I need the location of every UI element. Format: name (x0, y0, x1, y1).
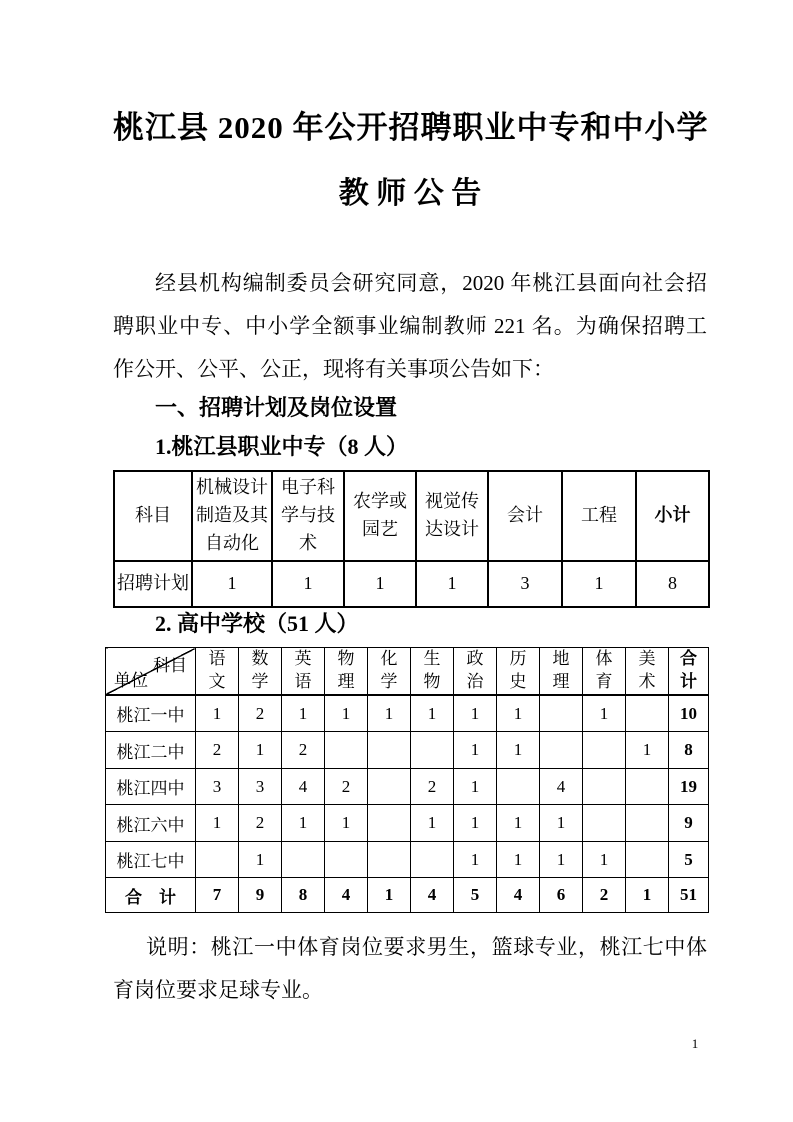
diagonal-header-cell (106, 648, 196, 695)
plan-count-cell: 7 (196, 878, 239, 913)
table-total-row (106, 878, 709, 913)
plan-count-cell (540, 732, 583, 769)
plan-count-cell: 8 (282, 878, 325, 913)
plan-count-cell: 1 (282, 805, 325, 842)
plan-count-cell (368, 841, 411, 878)
column-header (626, 648, 669, 695)
plan-count-cell: 5 (669, 841, 709, 878)
column-header-label: 数学 (251, 649, 269, 691)
table2-body (106, 695, 709, 913)
corner-label-unit: 单位 (114, 670, 148, 690)
plan-count-cell: 1 (626, 732, 669, 769)
plan-count-cell: 1 (192, 561, 272, 607)
plan-count-cell (626, 841, 669, 878)
plan-count-cell: 3 (196, 768, 239, 805)
column-header (368, 648, 411, 695)
intro-line: 作公开、公平、公正，现将有关事项公告如下： (113, 357, 554, 381)
plan-count-cell: 1 (411, 695, 454, 732)
plan-count-cell: 2 (583, 878, 626, 913)
plan-count-cell: 4 (411, 878, 454, 913)
column-header (497, 648, 540, 695)
plan-count-cell (411, 841, 454, 878)
plan-count-cell: 9 (669, 805, 709, 842)
document-title-line2: 教 师 公 告 (338, 177, 482, 210)
note-line: 说明：桃江一中体育岗位要求男生，篮球专业，桃江七中体 (146, 935, 707, 959)
plan-count-cell: 1 (368, 878, 411, 913)
plan-count-cell: 3 (488, 561, 562, 607)
plan-count-cell (282, 841, 325, 878)
plan-count-cell: 2 (196, 732, 239, 769)
page-number: 1 (691, 1036, 699, 1051)
table-row (106, 732, 709, 769)
plan-count-cell: 10 (669, 695, 709, 732)
vocational-school-table (113, 470, 710, 608)
column-header: 农学或园艺 (344, 471, 416, 561)
plan-count-cell: 2 (282, 732, 325, 769)
plan-count-cell: 8 (636, 561, 709, 607)
column-header: 工程 (562, 471, 636, 561)
plan-count-cell: 1 (583, 695, 626, 732)
column-header-label: 英语 (294, 649, 312, 691)
column-header-label: 生物 (423, 649, 441, 691)
corner-label-subject: 科目 (153, 656, 187, 675)
plan-count-cell: 4 (282, 768, 325, 805)
column-header-subtotal: 小计 (636, 471, 709, 561)
plan-count-cell: 1 (540, 805, 583, 842)
row-label: 合 计 (106, 878, 196, 913)
plan-count-cell: 1 (272, 561, 344, 607)
column-header (239, 648, 282, 695)
plan-count-cell (196, 841, 239, 878)
intro-paragraph (113, 262, 707, 391)
column-header (669, 648, 709, 695)
plan-count-cell (368, 805, 411, 842)
plan-count-cell: 1 (454, 732, 497, 769)
plan-count-cell: 6 (540, 878, 583, 913)
plan-count-cell (497, 768, 540, 805)
row-label: 桃江七中 (106, 841, 196, 878)
plan-count-cell: 1 (497, 732, 540, 769)
plan-count-cell: 1 (416, 561, 488, 607)
column-header (282, 648, 325, 695)
table-row (106, 768, 709, 805)
section-heading-plan: 一、招聘计划及岗位设置 (155, 395, 398, 420)
plan-count-cell: 2 (411, 768, 454, 805)
intro-line: 经县机构编制委员会研究同意，2020 年桃江县面向社会招 (155, 271, 707, 295)
plan-count-cell: 1 (196, 695, 239, 732)
column-header-label: 地理 (552, 649, 570, 691)
subsection-heading-vocational: 1.桃江县职业中专（8 人） (155, 434, 409, 459)
plan-count-cell: 1 (497, 695, 540, 732)
plan-count-cell: 51 (669, 878, 709, 913)
plan-count-cell: 4 (325, 878, 368, 913)
column-header (540, 648, 583, 695)
plan-count-cell (540, 695, 583, 732)
document-title-line1: 桃江县 2020 年公开招聘职业中专和中小学 (113, 110, 709, 145)
plan-count-cell: 1 (454, 841, 497, 878)
column-header: 会计 (488, 471, 562, 561)
column-header (411, 648, 454, 695)
plan-count-cell: 1 (411, 805, 454, 842)
plan-count-cell (626, 768, 669, 805)
column-header-label: 物理 (337, 649, 355, 691)
plan-count-cell (583, 732, 626, 769)
plan-count-cell: 1 (239, 732, 282, 769)
table2-header-row (106, 648, 709, 695)
plan-count-cell: 1 (344, 561, 416, 607)
plan-count-cell: 1 (196, 805, 239, 842)
column-header-label: 历史 (509, 649, 527, 691)
table-row (106, 805, 709, 842)
plan-count-cell (368, 732, 411, 769)
plan-count-cell: 4 (497, 878, 540, 913)
column-header (454, 648, 497, 695)
column-header-label: 合计 (679, 649, 697, 691)
plan-count-cell: 1 (497, 805, 540, 842)
plan-count-cell: 4 (540, 768, 583, 805)
note-paragraph (113, 926, 707, 1012)
plan-count-cell (583, 805, 626, 842)
column-header-label: 美术 (638, 649, 656, 691)
plan-count-cell: 1 (562, 561, 636, 607)
plan-count-cell (325, 732, 368, 769)
column-header-label: 化学 (380, 649, 398, 691)
table1-header-row (114, 471, 709, 561)
plan-count-cell (583, 768, 626, 805)
plan-count-cell: 1 (239, 841, 282, 878)
plan-count-cell: 19 (669, 768, 709, 805)
row-label: 桃江六中 (106, 805, 196, 842)
plan-count-cell: 1 (497, 841, 540, 878)
row-label: 桃江二中 (106, 732, 196, 769)
plan-count-cell: 1 (454, 805, 497, 842)
column-header: 科目 (114, 471, 192, 561)
plan-count-cell: 1 (540, 841, 583, 878)
plan-count-cell: 1 (325, 805, 368, 842)
plan-count-cell: 1 (454, 695, 497, 732)
column-header (325, 648, 368, 695)
plan-count-cell: 9 (239, 878, 282, 913)
plan-count-cell: 2 (239, 695, 282, 732)
table-row (106, 695, 709, 732)
plan-count-cell (368, 768, 411, 805)
plan-count-cell: 8 (669, 732, 709, 769)
column-header: 机械设计制造及其自动化 (192, 471, 272, 561)
plan-count-cell: 2 (239, 805, 282, 842)
column-header: 电子科学与技术 (272, 471, 344, 561)
row-label: 桃江一中 (106, 695, 196, 732)
row-label: 桃江四中 (106, 768, 196, 805)
plan-count-cell: 5 (454, 878, 497, 913)
note-line: 育岗位要求足球专业。 (113, 978, 323, 1002)
column-header-label: 体育 (595, 649, 613, 691)
plan-count-cell: 1 (454, 768, 497, 805)
plan-count-cell (325, 841, 368, 878)
intro-line: 聘职业中专、中小学全额事业编制教师 221 名。为确保招聘工 (113, 314, 707, 338)
plan-count-cell: 1 (626, 878, 669, 913)
plan-count-cell: 1 (325, 695, 368, 732)
column-header (196, 648, 239, 695)
column-header-label: 政治 (466, 649, 484, 691)
table1-plan-row (114, 561, 709, 607)
plan-count-cell: 1 (368, 695, 411, 732)
plan-count-cell (626, 805, 669, 842)
highschool-table (105, 647, 709, 913)
plan-count-cell: 1 (282, 695, 325, 732)
row-label: 招聘计划 (114, 561, 192, 607)
plan-count-cell: 1 (583, 841, 626, 878)
subsection-heading-highschool: 2. 高中学校（51 人） (155, 611, 359, 636)
column-header (583, 648, 626, 695)
table-row (106, 841, 709, 878)
column-header-label: 语文 (208, 649, 226, 691)
column-header: 视觉传达设计 (416, 471, 488, 561)
plan-count-cell: 3 (239, 768, 282, 805)
plan-count-cell (626, 695, 669, 732)
plan-count-cell: 2 (325, 768, 368, 805)
plan-count-cell (411, 732, 454, 769)
